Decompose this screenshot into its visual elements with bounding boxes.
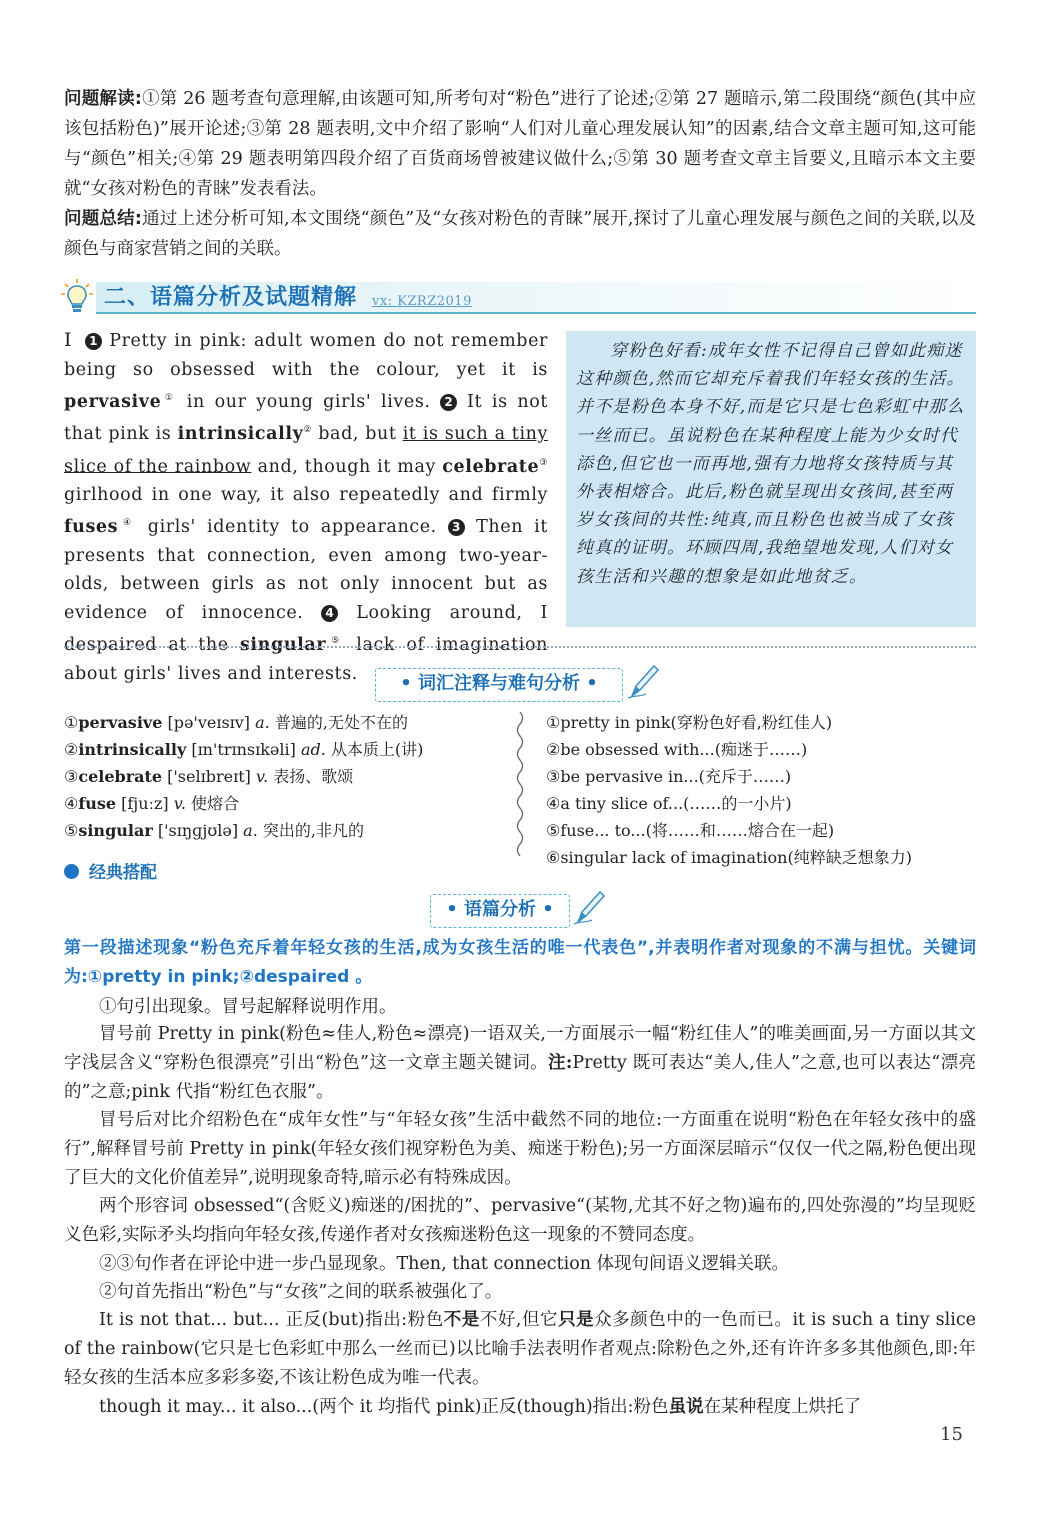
sentence-1-part-b: in our young girls' lives. — [177, 391, 441, 412]
watermark-text: vx: KZRZ2019 — [372, 294, 472, 309]
wavy-divider — [513, 712, 527, 862]
vocab-section-title: • 词汇注释与难句分析 • — [375, 668, 623, 702]
section-header — [60, 276, 976, 318]
sentence-2-part-c: and, though it may — [251, 456, 443, 477]
vocab-item — [64, 709, 504, 736]
analysis-paragraph: ①句引出现象。冒号起解释说明作用。 — [99, 997, 397, 1017]
footnote-2: ② — [303, 425, 313, 436]
dotted-divider — [64, 646, 976, 648]
vocab-meaning: 普遍的,无处不在的 — [269, 713, 408, 732]
analysis-intro: 第一段描述现象“粉色充斥着年轻女孩的生活,成为女孩生活的唯一代表色”,并表明作者对现象的不满与担忧。关键词为:①pretty in pink;②despaired 。 — [64, 938, 976, 987]
section-title: 二、语篇分析及试题精解 — [104, 285, 358, 310]
analysis-paragraph: ②句首先指出“粉色”与“女孩”之间的联系被强化了。 — [99, 1282, 503, 1302]
vocab-item — [64, 736, 504, 763]
lightbulb-icon — [60, 278, 94, 316]
vocab-num: ③ — [64, 767, 79, 786]
sentence-number-4: 4 — [321, 605, 338, 622]
vocab-phonetic: ['sɪŋɡjʊlə] — [152, 821, 244, 840]
sentence-number-2: 2 — [440, 394, 457, 411]
vocab-num: ④ — [64, 794, 79, 813]
analysis-text: 在某种程度上烘托了 — [703, 1397, 862, 1417]
vocab-word-celebrate: celebrate — [442, 456, 540, 477]
vocab-pos: a. — [243, 821, 258, 840]
vocab-word: pervasive — [78, 713, 163, 732]
sentence-2-part-b: bad, but — [312, 424, 403, 445]
phrase-item: ③be pervasive in...(充斥于……) — [546, 767, 792, 786]
question-reading-paragraph — [64, 84, 976, 204]
phrase-item: ②be obsessed with...(痴迷于……) — [546, 740, 808, 759]
vocab-item — [64, 763, 504, 790]
phrase-item: ④a tiny slice of...(……的一小片) — [546, 794, 792, 813]
vocab-list — [64, 709, 504, 844]
vocab-word: fuse — [78, 794, 117, 813]
pen-icon — [572, 888, 606, 926]
vocab-num: ⑤ — [64, 821, 79, 840]
pen-icon — [626, 662, 660, 700]
sentence-number-1: 1 — [85, 333, 102, 350]
vocab-item — [64, 790, 504, 817]
vocab-item — [64, 817, 504, 844]
analysis-text: Pretty 既可表达“美人,佳人”之意,也可以表达“漂亮的”之意;pink 代指“粉红色衣服”。 — [64, 1053, 976, 1102]
underlined-phrase: it is such a tiny slice of the rainbow — [64, 424, 548, 477]
vocab-meaning: 表扬、歌颂 — [268, 767, 354, 786]
vocab-meaning: 突出的,非凡的 — [257, 821, 364, 840]
question-summary-text: 通过上述分析可知,本文围绕“颜色”及“女孩对粉色的青睐”展开,探讨了儿童心理发展与颜色之间的关联,以及颜色与商家营销之间的关联。 — [64, 209, 976, 259]
vocab-phonetic: ['selɪbreɪt] — [162, 767, 256, 786]
vocab-phonetic: [ɪn'trɪnsɪkəli] — [186, 740, 301, 759]
footnote-4: ④ — [118, 518, 137, 529]
vocab-num: ① — [64, 713, 79, 732]
analysis-paragraph: ②③句作者在评论中进一步凸显现象。Then, that connection 体现句间语义逻辑关联。 — [99, 1254, 790, 1274]
analysis-text: though it may... it also...(两个 it 均指代 pink)正反(though)指出:粉色 — [99, 1397, 669, 1417]
analysis-text: 众多颜色中的一色而已。it is such a tiny slice of the rainbow(它只是七色彩虹中那么一丝而已)以比喻手法表明作者观点:除粉色之外,还有许许多多其他颜色,即:年轻女孩的生活本应多彩多姿,不该让粉色成为唯一代表。 — [64, 1310, 977, 1388]
vocab-phonetic: [pə'veɪsɪv] — [162, 713, 256, 732]
analysis-paragraph: 两个形容词 obsessed“(含贬义)痴迷的/困扰的”、pervasive“(某物,尤其不好之物)遍布的,四处弥漫的”均呈现贬义色彩,实际矛头均指向年轻女孩,传递作者对女孩痴迷粉色这一现象的不赞同态度。 — [64, 1196, 976, 1245]
question-summary-label: 问题总结: — [64, 209, 142, 229]
note-label: 注: — [548, 1053, 573, 1073]
phrase-item: ①pretty in pink(穿粉色好看,粉红佳人) — [546, 713, 833, 732]
emphasis-text: 不是 — [443, 1310, 480, 1330]
vocab-pos: v. — [173, 794, 186, 813]
analysis-paragraph: 冒号后对比介绍粉色在“成年女性”与“年轻女孩”生活中截然不同的地位:一方面重在说明“粉色在年轻女孩中的盛行”,解释冒号前 Pretty in pink(年轻女孩们视穿粉色为美、痴迷于粉色);另一方面深层暗示“仅仅一代之隔,粉色便出现了巨大的文化价值差异”,说明现象奇特,暗示必有特殊成因。 — [64, 1110, 976, 1188]
question-reading-text: ①第 26 题考查句意理解,由该题可知,所考句对“粉色”进行了论述;②第 27 题暗示,第二段围绕“颜色(其中应该包括粉色)”展开论述;③第 28 题表明,文中介绍了影响“人们对儿童心理发展认知”的因素,结合文章主题可知,这可能与“颜色”相关;④第 29 题表明第四段介绍了百货商场曾被建议做什么;⑤第 30 题考查文章主旨要义,且暗示本文主要就“女孩对粉色的青睐”发表看法。 — [64, 89, 976, 199]
vocab-pos: a. — [255, 713, 270, 732]
analysis-paragraph — [64, 1306, 976, 1393]
vocab-meaning: 使熔合 — [185, 794, 240, 813]
page-number: 15 — [940, 1424, 963, 1445]
sentence-1-part-a: Pretty in pink: adult women do not remember being so obsessed with the colour, yet it is — [64, 331, 548, 380]
sentence-4-part-b: lack of imagination about girls' lives and interests. — [64, 635, 549, 684]
vocab-word: singular — [78, 821, 153, 840]
collocation-heading — [64, 858, 157, 883]
vocab-pos: v. — [255, 767, 269, 786]
vocab-word-intrinsically: intrinsically — [177, 424, 304, 445]
vocab-word-fuses: fuses — [64, 517, 119, 538]
vocab-word-singular: singular — [239, 635, 327, 656]
vocab-word-pervasive: pervasive — [64, 391, 162, 412]
sentence-3: Then it presents that connection, even among two-year-olds, between girls as not only innocent but as evidence of innocence. — [64, 517, 549, 623]
paragraph-roman-numeral: I — [64, 329, 73, 351]
english-passage — [64, 326, 548, 688]
sentence-number-3: 3 — [448, 519, 465, 536]
analysis-paragraph — [64, 1392, 976, 1422]
sentence-2-part-a: It is not that pink is — [64, 391, 548, 445]
vocab-num: ② — [64, 740, 79, 759]
emphasis-text: 只是 — [558, 1310, 595, 1330]
question-summary-paragraph — [64, 204, 976, 264]
analysis-text: 不好,但它 — [479, 1310, 559, 1330]
question-reading-label: 问题解读: — [64, 89, 142, 109]
vocab-pos: ad. — [300, 740, 326, 759]
phrase-list — [546, 709, 966, 871]
translation-box: 穿粉色好看:成年女性不记得自己曾如此痴迷这种颜色,然而它却充斥着我们年轻女孩的生活。并不是粉色本身不好,而是它只是七色彩虹中那么一丝而已。虽说粉色在某种程度上能为少女时代添色,但它也一而再地,强有力地将女孩特质与其外表相熔合。此后,粉色就呈现出女孩间,甚至两岁女孩间的共性:纯真,而且粉色也被当成了女孩纯真的证明。环顾四周,我绝望地发现,人们对女孩生活和兴趣的想象是如此地贫乏。 — [566, 331, 976, 627]
footnote-1: ① — [161, 393, 178, 403]
emphasis-text: 虽说 — [668, 1397, 704, 1417]
sentence-4-part-a: Looking around, I despaired at the — [64, 602, 549, 656]
phrase-item: ⑥singular lack of imagination(纯粹缺乏想象力) — [546, 848, 912, 867]
analysis-text: It is not that... but... 正反(but)指出:粉色 — [99, 1310, 444, 1330]
footnote-3: ③ — [539, 457, 548, 468]
vocab-word: celebrate — [78, 767, 163, 786]
sentence-2-part-e: girls' identity to appearance. — [136, 517, 448, 538]
footnote-5: ⑤ — [326, 636, 346, 647]
bullet-dot-icon — [64, 864, 79, 879]
sentence-2-part-d: girlhood in one way, it also repeatedly and firmly — [64, 484, 548, 505]
analysis-text: 冒号前 Pretty in pink(粉色≈佳人,粉色≈漂亮)一语双关,一方面展示一幅“粉红佳人”的唯美画面,另一方面以其文字浅层含义“穿粉色很漂亮”引出“粉色”这一文章主题关键词。 — [64, 1024, 976, 1073]
analysis-paragraph — [64, 1020, 976, 1107]
analysis-section-title: • 语篇分析 • — [430, 894, 570, 928]
vocab-word: intrinsically — [78, 740, 187, 759]
phrase-item: ⑤fuse... to...(将……和……熔合在一起) — [546, 821, 835, 840]
vocab-phonetic: [fjuːz] — [116, 794, 174, 813]
vocab-meaning: 从本质上(讲) — [325, 740, 424, 759]
collocation-label: 经典搭配 — [89, 863, 157, 883]
